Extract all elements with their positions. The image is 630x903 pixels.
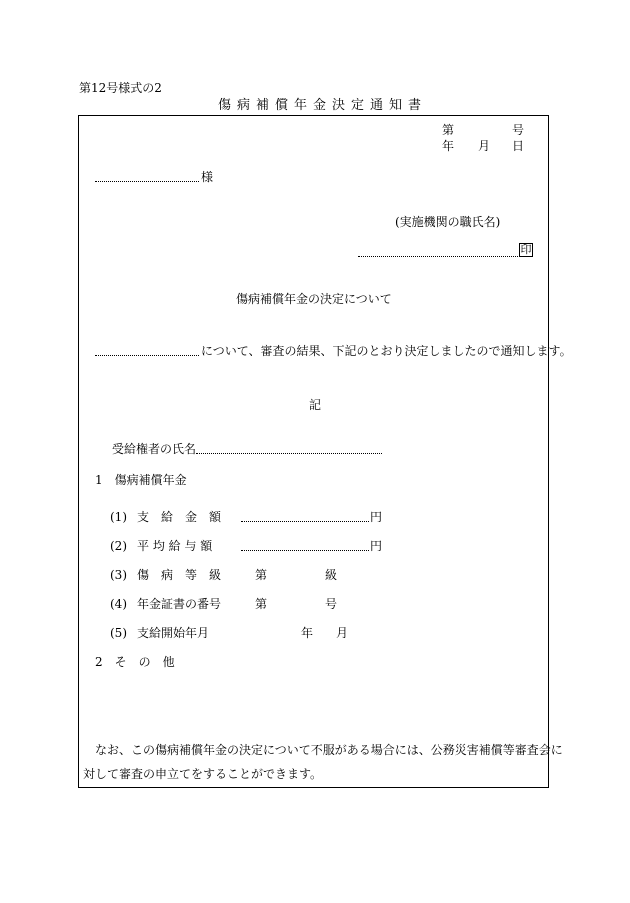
- item-4-label: 年金証書の番号: [137, 597, 222, 611]
- footer-note-line-2: 対して審査の申立てをすることができます。: [83, 767, 323, 781]
- item-2-line: [241, 550, 369, 551]
- item-2-number: (2): [110, 539, 127, 553]
- item-1-suffix: 円: [370, 510, 383, 524]
- beneficiary-name-line: [196, 453, 382, 454]
- body-blank-line: [95, 355, 199, 356]
- institution-label: (実施機関の職氏名): [395, 215, 501, 229]
- document-title: 傷病補償年金決定通知書: [218, 98, 428, 113]
- header-tsuki: 月: [478, 139, 491, 153]
- header-hi: 日: [512, 139, 525, 153]
- seal-mark: 印: [520, 243, 532, 256]
- item-1-number: (1): [110, 510, 127, 524]
- item-3-label: 傷 病 等 級: [137, 568, 222, 582]
- subject-line: 傷病補償年金の決定について: [236, 292, 392, 306]
- item-3-number: (3): [110, 568, 127, 582]
- recipient-name-line: [95, 181, 199, 182]
- item-4-pre: 第: [255, 597, 268, 611]
- item-4-number: (4): [110, 597, 127, 611]
- item-5-post: 月: [336, 626, 349, 640]
- institution-name-line: [358, 256, 518, 257]
- item-4-post: 号: [325, 597, 338, 611]
- header-nen: 年: [442, 139, 455, 153]
- beneficiary-label: 受給権者の氏名: [112, 442, 197, 456]
- recipient-suffix: 様: [201, 170, 214, 184]
- header-go: 号: [512, 123, 525, 137]
- item-5-number: (5): [110, 626, 127, 640]
- item-2-label: 平 均 給 与 額: [137, 539, 213, 553]
- header-dai: 第: [442, 123, 455, 137]
- form-number: 第12号様式の2: [79, 81, 162, 95]
- section-1-heading: 1 傷病補償年金: [95, 473, 187, 487]
- ki-heading: 記: [309, 398, 322, 412]
- item-2-suffix: 円: [370, 539, 383, 553]
- item-3-pre: 第: [255, 568, 268, 582]
- footer-note-line-1: なお、この傷病補償年金の決定について不服がある場合には、公務災害補償等審査会に: [95, 743, 563, 757]
- body-text: について、審査の結果、下記のとおり決定しましたので通知します。: [201, 344, 572, 358]
- item-1-line: [241, 521, 369, 522]
- item-3-post: 級: [325, 568, 338, 582]
- item-5-label: 支給開始年月: [137, 626, 210, 640]
- section-2-heading: 2 そ の 他: [95, 655, 175, 669]
- item-5-pre: 年: [301, 626, 314, 640]
- item-1-label: 支 給 金 額: [137, 510, 222, 524]
